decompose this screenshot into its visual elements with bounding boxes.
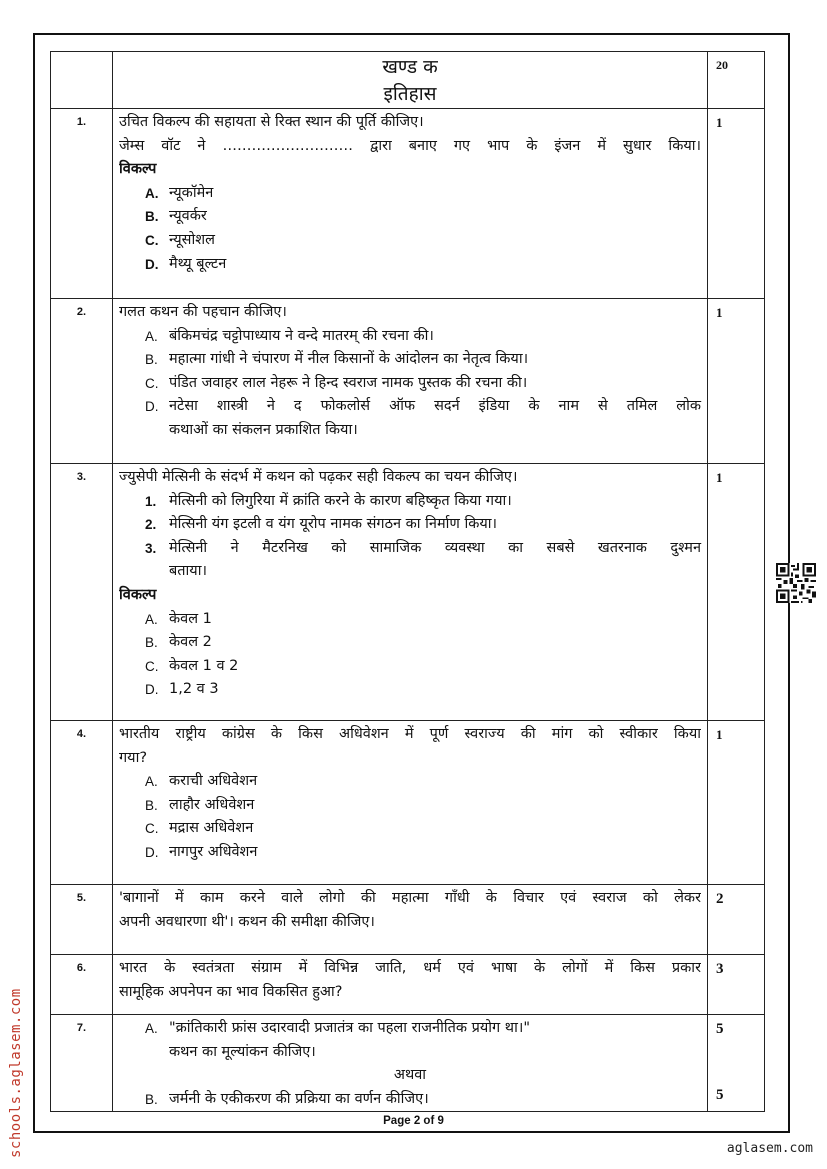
option bbox=[119, 794, 701, 818]
option-text: "क्रांतिकारी फ्रांस उदारवादी प्रजातंत्र का पहला राजनीतिक प्रयोग था।" bbox=[169, 1020, 530, 1036]
question-number: 1. bbox=[51, 109, 113, 299]
question-text: भारत के स्वतंत्रता संग्राम में विभिन्न जाति, धर्म एवं भाषा के लोगों में किस प्रकार bbox=[119, 960, 701, 976]
or-separator: अथवा bbox=[393, 1067, 427, 1084]
option-label: A. bbox=[145, 1021, 158, 1036]
subject-title: इतिहास bbox=[383, 83, 437, 105]
statement bbox=[119, 490, 701, 514]
option-label: C. bbox=[145, 821, 159, 837]
option bbox=[119, 631, 701, 655]
option-text: न्यूवर्कर bbox=[169, 208, 207, 225]
option-text: मैथ्यू बूल्टन bbox=[169, 255, 227, 272]
option bbox=[119, 608, 701, 632]
question-number: 7. bbox=[51, 1015, 113, 1112]
question-marks-a: 5 bbox=[716, 1021, 724, 1037]
option bbox=[119, 372, 701, 396]
question-body bbox=[113, 109, 708, 299]
question-number: 2. bbox=[51, 299, 113, 464]
option-label: C. bbox=[145, 658, 159, 674]
question-text: 'बागानों में काम करने वाले लोगो की महात्मा गाँधी के विचार एवं स्वराज को लेकर bbox=[119, 890, 701, 906]
option bbox=[119, 817, 701, 841]
option-label: B. bbox=[145, 209, 159, 225]
statement-text: मेत्सिनी को लिगुरिया में क्रांति करने के कारण बहिष्कृत किया गया। bbox=[169, 492, 512, 509]
option bbox=[119, 655, 701, 679]
question-body bbox=[113, 721, 708, 885]
page-footer: Page 2 of 9 bbox=[383, 1115, 444, 1127]
question-text: ज्युसेपी मेत्सिनी के संदर्भ में कथन को पढ़कर सही विकल्प का चयन कीजिए। bbox=[119, 469, 518, 485]
question-text: उचित विकल्प की सहायता से रिक्त स्थान की पूर्ति कीजिए। bbox=[119, 114, 424, 130]
header-title-cell bbox=[113, 52, 708, 109]
option-text: न्यूकॉमेन bbox=[169, 184, 214, 201]
section-header-row bbox=[51, 52, 765, 109]
option-text: 1,2 व 3 bbox=[169, 681, 219, 698]
option bbox=[119, 182, 701, 206]
option-text: कराची अधिवेशन bbox=[169, 773, 258, 790]
option-text: बंकिमचंद्र चट्टोपाध्याय ने वन्दे मातरम् की रचना की। bbox=[169, 327, 434, 344]
question-text: जेम्स वॉट ने ……………………… द्वारा बनाए गए भाप के इंजन में सुधार किया। bbox=[119, 137, 701, 154]
option-text: केवल 2 bbox=[169, 634, 212, 651]
question-number: 3. bbox=[51, 464, 113, 721]
option-label: A. bbox=[145, 611, 158, 627]
statement bbox=[119, 537, 701, 561]
option-label: D. bbox=[145, 399, 159, 415]
question-number: 5. bbox=[51, 885, 113, 955]
question-text: गया? bbox=[119, 749, 148, 766]
option-label: B. bbox=[145, 635, 158, 651]
question-marks: 2 bbox=[708, 885, 765, 955]
option bbox=[119, 205, 701, 229]
option-text: मद्रास अधिवेशन bbox=[169, 820, 254, 837]
option-text: महात्मा गांधी ने चंपारण में नील किसानों के आंदोलन का नेतृत्व किया। bbox=[169, 351, 529, 368]
option-text: लाहौर अधिवेशन bbox=[169, 796, 255, 813]
question-row-2 bbox=[51, 299, 765, 464]
statement-text-continued: बताया। bbox=[169, 563, 207, 580]
question-body bbox=[113, 299, 708, 464]
question-row-4 bbox=[51, 721, 765, 885]
statement-label: 1. bbox=[145, 493, 157, 509]
question-number: 6. bbox=[51, 955, 113, 1015]
question-row-6 bbox=[51, 955, 765, 1015]
option-label: A. bbox=[145, 328, 158, 344]
option bbox=[119, 1017, 701, 1041]
statement-text: मेत्सिनी यंग इटली व यंग यूरोप नामक संगठन का निर्माण किया। bbox=[169, 516, 498, 533]
side-watermark: schools.aglasem.com bbox=[8, 988, 24, 1158]
question-row-1 bbox=[51, 109, 765, 299]
header-marks: 20 bbox=[708, 52, 765, 109]
option bbox=[119, 325, 701, 349]
option-label: A. bbox=[145, 774, 158, 790]
header-num-cell bbox=[51, 52, 113, 109]
option-text: केवल 1 व 2 bbox=[169, 657, 239, 674]
question-marks: 1 bbox=[708, 464, 765, 721]
option bbox=[119, 678, 701, 702]
question-marks: 1 bbox=[708, 721, 765, 885]
option-text: नागपुर अधिवेशन bbox=[169, 843, 258, 860]
statement-label: 2. bbox=[145, 517, 157, 533]
option-label: B. bbox=[145, 352, 158, 368]
question-body bbox=[113, 885, 708, 955]
option bbox=[119, 1088, 701, 1112]
option-label: D. bbox=[145, 682, 159, 698]
question-marks-column bbox=[708, 1015, 765, 1112]
question-text: सामूहिक अपनेपन का भाव विकसित हुआ? bbox=[119, 983, 343, 1000]
option-label: D. bbox=[145, 256, 159, 272]
option-text: जर्मनी के एकीकरण की प्रक्रिया का वर्णन कीजिए। bbox=[169, 1090, 429, 1107]
option-text: केवल 1 bbox=[169, 610, 212, 627]
question-marks: 1 bbox=[708, 109, 765, 299]
option bbox=[119, 395, 701, 419]
question-text: अपनी अवधारणा थी'। कथन की समीक्षा कीजिए। bbox=[119, 913, 375, 930]
statement-label: 3. bbox=[145, 540, 157, 556]
qr-code-icon bbox=[776, 563, 816, 603]
question-body bbox=[113, 1015, 708, 1112]
option-label: B. bbox=[145, 797, 158, 813]
question-row-7 bbox=[51, 1015, 765, 1112]
question-table bbox=[50, 51, 765, 1112]
option-text: न्यूसोशल bbox=[169, 231, 215, 248]
question-marks: 3 bbox=[708, 955, 765, 1015]
option-label: A. bbox=[145, 185, 159, 201]
question-row-5 bbox=[51, 885, 765, 955]
question-number: 4. bbox=[51, 721, 113, 885]
question-row-3 bbox=[51, 464, 765, 721]
option bbox=[119, 770, 701, 794]
section-title: खण्ड क bbox=[382, 56, 438, 78]
question-body bbox=[113, 955, 708, 1015]
option-label: D. bbox=[145, 844, 159, 860]
statement bbox=[119, 513, 701, 537]
options-heading: विकल्प bbox=[119, 586, 157, 603]
question-marks: 1 bbox=[708, 299, 765, 464]
question-body bbox=[113, 464, 708, 721]
option bbox=[119, 229, 701, 253]
option-text: पंडित जवाहर लाल नेहरू ने हिन्द स्वराज नामक पुस्तक की रचना की। bbox=[169, 374, 528, 391]
option bbox=[119, 841, 701, 865]
question-text: गलत कथन की पहचान कीजिए। bbox=[119, 304, 287, 320]
option-label: C. bbox=[145, 375, 159, 391]
option-label: B. bbox=[145, 1091, 158, 1107]
bottom-watermark: aglasem.com bbox=[726, 1141, 813, 1156]
statement-text: मेत्सिनी ने मैटरनिख को सामाजिक व्यवस्था का सबसे खतरनाक दुश्मन bbox=[169, 539, 701, 556]
question-text: भारतीय राष्ट्रीय कांग्रेस के किस अधिवेशन में पूर्ण स्वराज्य की मांग को स्वीकार किया bbox=[119, 726, 701, 742]
option-text-continued: कथाओं का संकलन प्रकाशित किया। bbox=[169, 421, 358, 438]
option-label: C. bbox=[145, 232, 159, 248]
question-marks-b: 5 bbox=[716, 1087, 724, 1103]
options-heading: विकल्प bbox=[119, 161, 157, 178]
option-text-continued: कथन का मूल्यांकन कीजिए। bbox=[169, 1043, 316, 1060]
option bbox=[119, 253, 701, 277]
option-text: नटेसा शास्त्री ने द फोकलोर्स ऑफ सदर्न इंडिया के नाम से तमिल लोक bbox=[169, 398, 701, 415]
option bbox=[119, 348, 701, 372]
